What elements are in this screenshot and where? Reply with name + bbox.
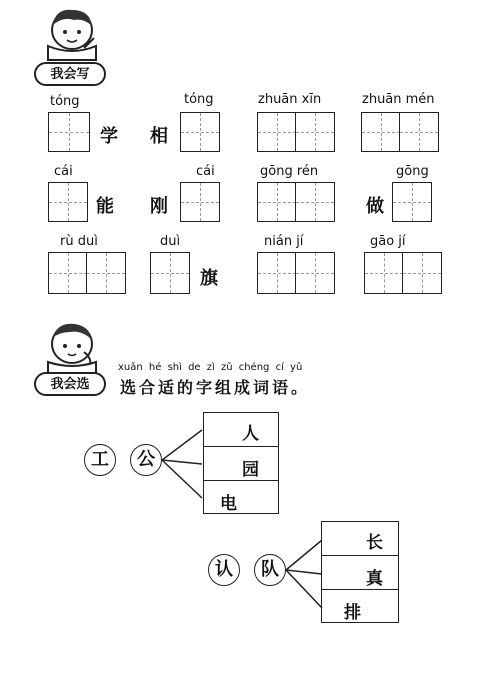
- option-box-group1[interactable]: [203, 412, 279, 514]
- section-badge-write: 我会写: [34, 62, 106, 86]
- pinyin-zhuan-xin: zhuān xīn: [258, 92, 322, 107]
- pinyin-ru-dui: rù duì: [60, 234, 98, 249]
- writing-box[interactable]: [399, 112, 439, 152]
- writing-box[interactable]: [402, 252, 442, 294]
- pinyin-cai-1: cái: [54, 164, 73, 179]
- given-char-neng: 能: [96, 196, 114, 217]
- writing-box[interactable]: [364, 252, 404, 294]
- child-writing-illustration: [34, 2, 110, 62]
- pinyin-dui: duì: [160, 234, 181, 249]
- writing-box[interactable]: [295, 112, 335, 152]
- writing-box[interactable]: [392, 182, 432, 222]
- writing-box[interactable]: [86, 252, 126, 294]
- writing-box[interactable]: [295, 252, 335, 294]
- pinyin-gao-ji: gāo jí: [370, 234, 406, 249]
- option-ren[interactable]: 人: [242, 424, 259, 444]
- given-char-qi: 旗: [200, 268, 218, 289]
- pinyin-zhuan-men: zhuān mén: [362, 92, 435, 107]
- writing-box[interactable]: [48, 182, 88, 222]
- option-yuan[interactable]: 园: [242, 460, 259, 480]
- pinyin-cai-2: cái: [196, 164, 215, 179]
- pinyin-tong-1: tóng: [50, 94, 80, 109]
- char-circle-gong-public[interactable]: 公: [130, 444, 162, 476]
- option-zhen[interactable]: 真: [366, 569, 383, 589]
- writing-box[interactable]: [48, 112, 90, 152]
- writing-box[interactable]: [257, 182, 297, 222]
- option-chang[interactable]: 长: [366, 533, 383, 553]
- given-char-gang: 刚: [150, 196, 168, 217]
- child-thinking-illustration: [34, 318, 110, 376]
- given-char-zuo: 做: [366, 196, 384, 217]
- writing-box[interactable]: [180, 182, 220, 222]
- writing-box[interactable]: [150, 252, 190, 294]
- instruction-pinyin: xuǎn hé shì de zì zǔ chéng cí yǔ: [118, 362, 303, 373]
- writing-box[interactable]: [48, 252, 88, 294]
- char-circle-ren[interactable]: 认: [208, 554, 240, 586]
- instruction-text: 选合适的字组成词语。: [120, 378, 311, 397]
- char-circle-dui[interactable]: 队: [254, 554, 286, 586]
- given-char-xue: 学: [100, 126, 118, 147]
- writing-box[interactable]: [361, 112, 401, 152]
- option-pai[interactable]: 排: [344, 603, 361, 623]
- section-badge-choose: 我会选: [34, 372, 106, 396]
- pinyin-tong-2: tóng: [184, 92, 214, 107]
- given-char-xiang: 相: [150, 126, 168, 147]
- char-circle-gong-work[interactable]: 工: [84, 444, 116, 476]
- connector-lines: [286, 522, 326, 622]
- pinyin-gong: gōng: [396, 164, 429, 179]
- option-dian[interactable]: 电: [220, 494, 237, 514]
- connector-lines: [162, 412, 206, 512]
- writing-box[interactable]: [180, 112, 220, 152]
- writing-box[interactable]: [295, 182, 335, 222]
- pinyin-gong-ren: gōng rén: [260, 164, 319, 179]
- writing-box[interactable]: [257, 252, 297, 294]
- option-box-group2[interactable]: [321, 521, 399, 623]
- pinyin-nian-ji: nián jí: [264, 234, 304, 249]
- writing-box[interactable]: [257, 112, 297, 152]
